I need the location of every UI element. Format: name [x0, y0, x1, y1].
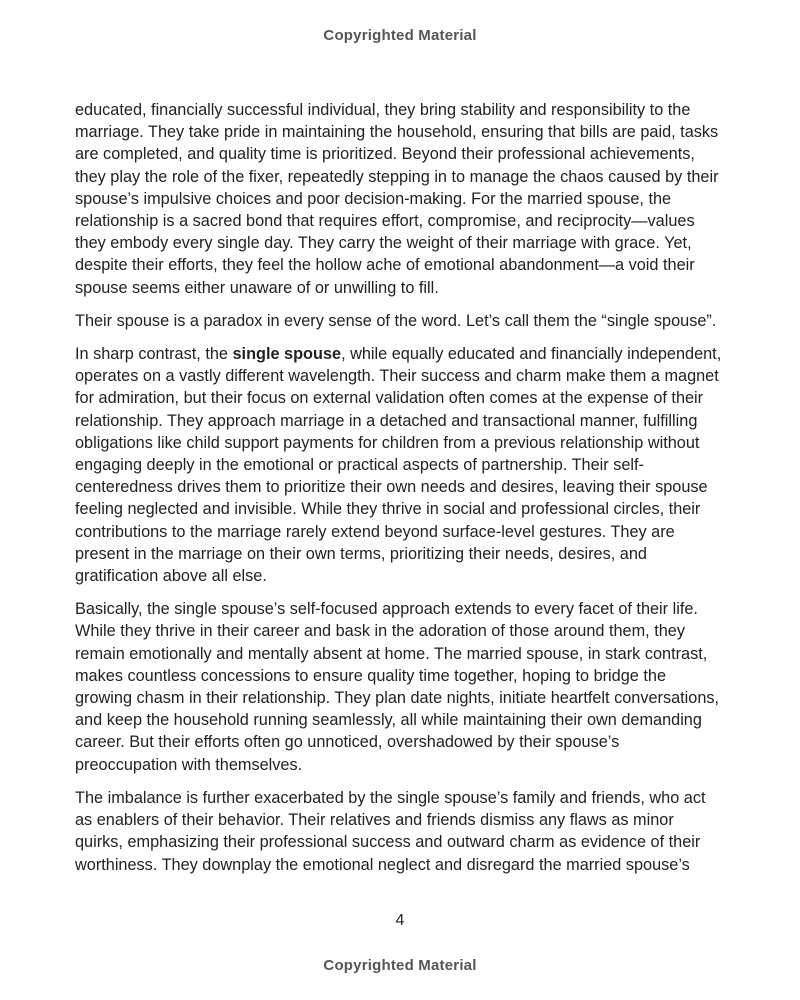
page-body [75, 99, 725, 887]
paragraph-3-bold-term: single spouse [232, 345, 342, 364]
copyright-watermark-top: Copyrighted Material [323, 27, 477, 44]
paragraph-3 [75, 343, 725, 587]
paragraph-4: Basically, the single spouse’s self-focused approach extends to every facet of their life. While they thrive in their career and bask in the adoration of those around them, they remain emotionally and mentally absent at home. The married spouse, in stark contrast, makes countless concessions to ensure quality time together, hoping to bridge the growing chasm in their relationship. They plan date nights, initiate heartfelt conversations, and keep the household running seamlessly, all while maintaining their own demanding career. But their efforts often go unnoticed, overshadowed by their spouse’s preoccupation with themselves. [75, 600, 720, 774]
paragraph-5: The imbalance is further exacerbated by the single spouse’s family and friends, who act as enablers of their behavior. Their relatives and friends dismiss any flaws as minor quirks, emphasizing their professional success and outward charm as evidence of their worthiness. They downplay the emotional neglect and disregard the married spouse’s [75, 788, 706, 874]
page-number: 4 [395, 912, 405, 929]
paragraph-3-lead: In sharp contrast, the [75, 345, 233, 364]
paragraph-2: Their spouse is a paradox in every sense of the word. Let’s call them the “single spouse”. [75, 311, 717, 330]
paragraph-3-rest: , while equally educated and financially independent, operates on a vastly different wavelength. Their success and charm make them a magnet for admiration, but their focus on external validation often comes at the expense of their relationship. They approach marriage in a detached and transactional manner, fulfilling obligations like child support payments for children from a previous relationship without engaging deeply in the emotional or practical aspects of partnership. Their self-centeredness drives them to prioritize their own needs and desires, leaving their spouse feeling neglected and invisible. While they thrive in social and professional circles, their contributions to the marriage rarely extend beyond surface-level gestures. They are present in the marriage on their own terms, prioritizing their needs, desires, and gratification above all else. [75, 345, 722, 586]
paragraph-1: educated, financially successful individual, they bring stability and responsibility to the marriage. They take pride in maintaining the household, ensuring that bills are paid, tasks are completed, and quality time is prioritized. Beyond their professional achievements, they play the role of the fixer, repeatedly stepping in to manage the chaos caused by their spouse’s impulsive choices and poor decision-making. For the married spouse, the relationship is a sacred bond that requires effort, compromise, and reciprocity—values they embody every single day. They carry the weight of their marriage with grace. Yet, despite their efforts, they feel the hollow ache of emotional abandonment—a void their spouse seems either unaware of or unwilling to fill. [75, 101, 719, 297]
copyright-watermark-bottom: Copyrighted Material [323, 957, 477, 974]
